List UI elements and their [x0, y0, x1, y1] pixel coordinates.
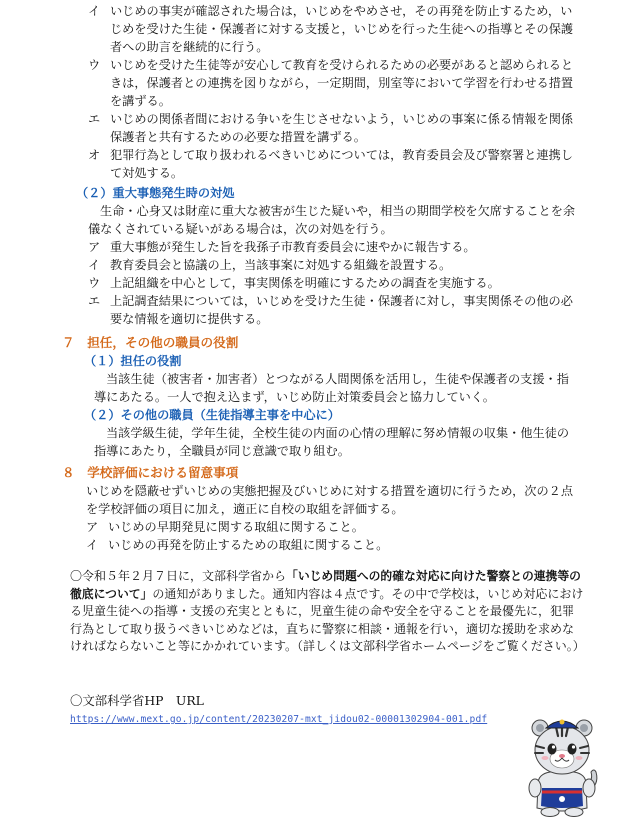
list-item — [86, 536, 640, 554]
list-item — [86, 518, 640, 536]
item-text: 教育委員会と協議の上，当該事案に対処する組織を設置する。 — [110, 258, 452, 272]
item-label: イ — [86, 538, 99, 552]
item-label: ア — [88, 240, 101, 254]
item-label: ウ — [88, 58, 101, 72]
list-item — [88, 256, 640, 274]
section-heading: ７ 担任，その他の職員の役割 — [62, 335, 239, 350]
list-item — [88, 292, 640, 328]
item-text: 上記調査結果については，いじめを受けた生徒・保護者に対し，事実関係その他の必要な情報を適切に提供する。 — [110, 294, 573, 326]
list-item — [88, 110, 640, 146]
list-item — [88, 56, 640, 110]
section-heading: ８ 学校評価における留意事項 — [62, 465, 239, 480]
item-text: 重大事態が発生した旨を我孫子市教育委員会に速やかに報告する。 — [110, 240, 476, 254]
item-label: ア — [86, 520, 99, 534]
section-8 — [62, 464, 640, 554]
list-item — [88, 146, 640, 182]
item-text: いじめの早期発見に関する取組に関すること。 — [108, 520, 364, 534]
list-item — [88, 2, 640, 56]
notice-prefix: 〇令和５年２月７日に，文部科学省から — [70, 569, 287, 583]
section-paragraph: 当該学級生徒，学年生徒，全校生徒の内面の心情の理解に努め情報の収集・他生徒の指導にあたり，全職員が同じ意識で取り組む。 — [94, 426, 570, 458]
item-label: エ — [88, 112, 101, 126]
item-text: いじめの再発を防止するための取組に関すること。 — [108, 538, 389, 552]
item-text: いじめを受けた生徒等が安心して教育を受けられるための必要があると認められるときは，保護者との連携を図りながら，一定期間，別室等において学習を行わせる措置を講ずる。 — [110, 58, 574, 108]
item-text: 犯罪行為として取り扱われるべきいじめについては，教育委員会及び警察署と連携して対処する。 — [110, 148, 573, 180]
item-text: いじめの事実が確認された場合は，いじめをやめさせ，その再発を防止するため，いじめを受けた生徒・保護者に対する支援と，いじめを行った生徒への指導とその保護者への助言を継続的に行う。 — [110, 4, 574, 54]
item-label: ウ — [88, 276, 101, 290]
tiger-mascot-icon — [520, 712, 604, 818]
url-label: 〇文部科学省HP URL — [70, 693, 204, 708]
list-item — [88, 238, 640, 256]
mext-pdf-link[interactable]: https://www.mext.go.jp/content/20230207-mxt_jidou02-00001302904-001.pdf — [70, 714, 488, 725]
item-text: いじめの関係者間における争いを生じさせないよう，いじめの事案に係る情報を関係保護者と共有するための必要な措置を講ずる。 — [110, 112, 574, 144]
section-7 — [62, 334, 640, 460]
section-subheading: （１）担任の役割 — [84, 354, 182, 368]
item-label: エ — [88, 294, 101, 308]
notice-body: の通知がありました。通知内容は４点です。その中で学校は，いじめ対応における児童生徒への指導・支援の充実とともに，児童生徒の命や安全を守ることを最優先に，犯罪行為として取り扱うべきいじめなどは，直ちに警察に相談・通報を行い，適切な援助を求めなければならないこと等にかかれています。（詳しくは文部科学省ホームページをご覧ください。） — [70, 586, 585, 654]
item-label: イ — [88, 4, 101, 18]
section-subheading: （２）その他の職員（生徒指導主事を中心に） — [84, 408, 340, 422]
mext-notice — [70, 568, 585, 656]
item-text: 上記組織を中心として，事実関係を明確にするための調査を実施する。 — [110, 276, 500, 290]
item-label: オ — [88, 148, 101, 162]
section-intro: いじめを隠蔽せずいじめの実態把握及びいじめに対する措置を適切に行うため，次の２点を学校評価の項目に加え，適正に自校の取組を評価する。 — [86, 484, 574, 516]
notice-title: 「いじめ問題への的確な対応に向けた警察との連携等の徹底について」 — [70, 569, 581, 601]
section-intro: 生命・心身又は財産に重大な被害が生じた疑いや，相当の期間学校を欠席することを余儀なくされている疑いがある場合は，次の対処を行う。 — [88, 204, 576, 236]
section-subheading: （２）重大事態発生時の対処 — [76, 186, 235, 200]
response-items — [88, 2, 640, 182]
serious-incident-section — [76, 184, 640, 328]
item-label: イ — [88, 258, 101, 272]
section-paragraph: 当該生徒（被害者・加害者）とつながる人間関係を活用し，生徒や保護者の支援・指導にあたる。一人で抱え込まず，いじめ防止対策委員会と協力していく。 — [94, 372, 569, 404]
list-item — [88, 274, 640, 292]
